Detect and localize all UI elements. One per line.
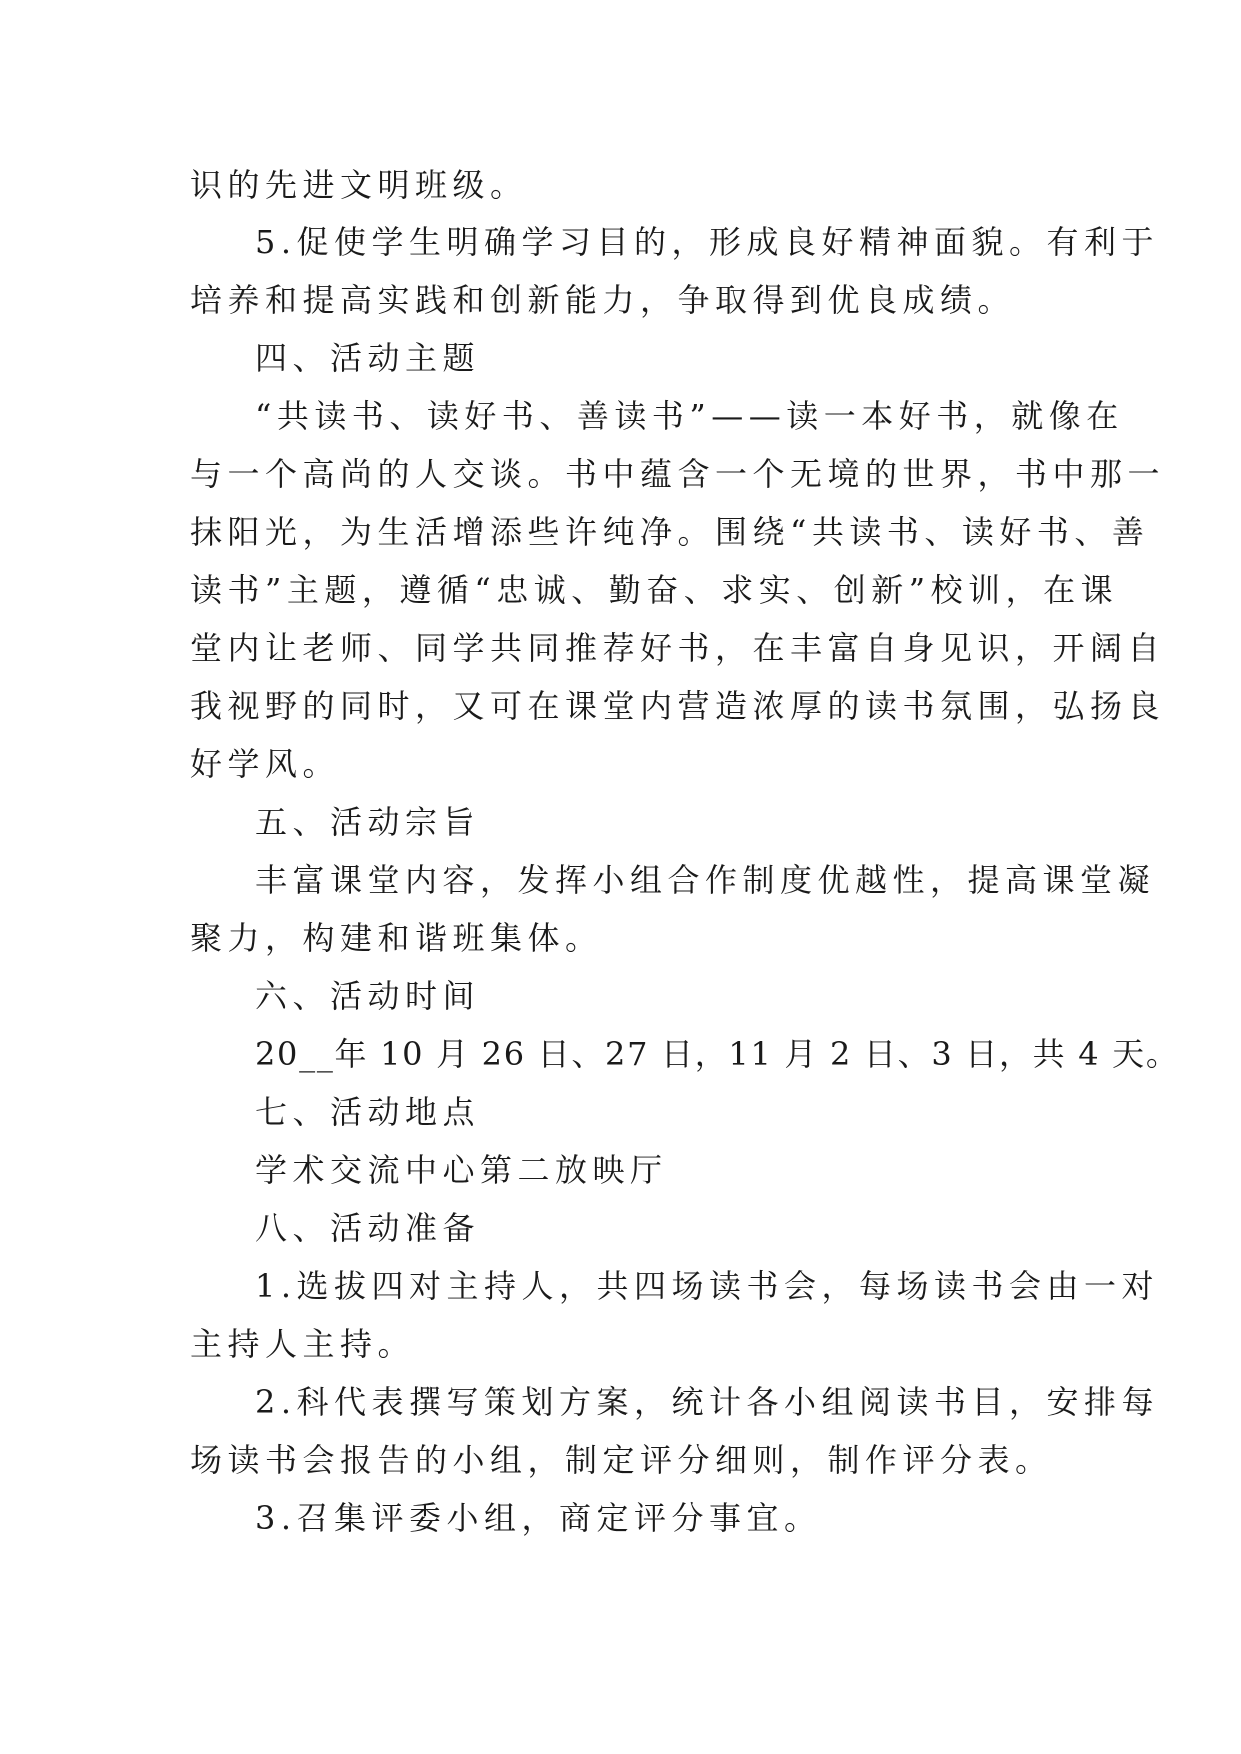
- body-line-1: 识的先进文明班级。: [190, 166, 528, 204]
- section-heading-5: 五、活动宗旨: [255, 803, 481, 841]
- body-line-13: 丰富课堂内容，发挥小组合作制度优越性，提高课堂凝: [255, 861, 1156, 899]
- body-line-21: 主持人主持。: [190, 1325, 416, 1363]
- section-heading-7: 七、活动地点: [255, 1093, 481, 1131]
- body-line-7: 抹阳光，为生活增添些许纯净。围绕“共读书、读好书、善: [190, 513, 1150, 551]
- section-heading-8: 八、活动准备: [255, 1209, 481, 1247]
- body-line-11: 好学风。: [190, 745, 341, 783]
- section-heading-6: 六、活动时间: [255, 977, 481, 1015]
- body-line-16: 20__年 10 月 26 日、27 日，11 月 2 日、3 日，共 4 天。: [255, 1035, 1180, 1073]
- body-line-20: 1.选拔四对主持人，共四场读书会，每场读书会由一对: [255, 1267, 1160, 1305]
- body-line-10: 我视野的同时，又可在课堂内营造浓厚的读书氛围，弘扬良: [190, 687, 1166, 725]
- body-line-2: 5.促使学生明确学习目的，形成良好精神面貌。有利于: [255, 223, 1160, 261]
- body-line-8: 读书”主题，遵循“忠诚、勤奋、求实、创新”校训，在课: [190, 571, 1119, 609]
- section-heading-4: 四、活动主题: [255, 339, 481, 377]
- body-line-24: 3.召集评委小组，商定评分事宜。: [255, 1499, 822, 1537]
- body-line-6: 与一个高尚的人交谈。书中蕴含一个无境的世界，书中那一: [190, 455, 1166, 493]
- body-line-22: 2.科代表撰写策划方案，统计各小组阅读书目，安排每: [255, 1383, 1160, 1421]
- body-line-3: 培养和提高实践和创新能力，争取得到优良成绩。: [190, 281, 1016, 319]
- body-line-14: 聚力，构建和谐班集体。: [190, 919, 603, 957]
- body-line-5: “共读书、读好书、善读书”——读一本好书，就像在: [255, 397, 1124, 435]
- body-line-9: 堂内让老师、同学共同推荐好书，在丰富自身见识，开阔自: [190, 629, 1166, 667]
- body-line-18: 学术交流中心第二放映厅: [255, 1151, 668, 1189]
- body-line-23: 场读书会报告的小组，制定评分细则，制作评分表。: [190, 1441, 1053, 1479]
